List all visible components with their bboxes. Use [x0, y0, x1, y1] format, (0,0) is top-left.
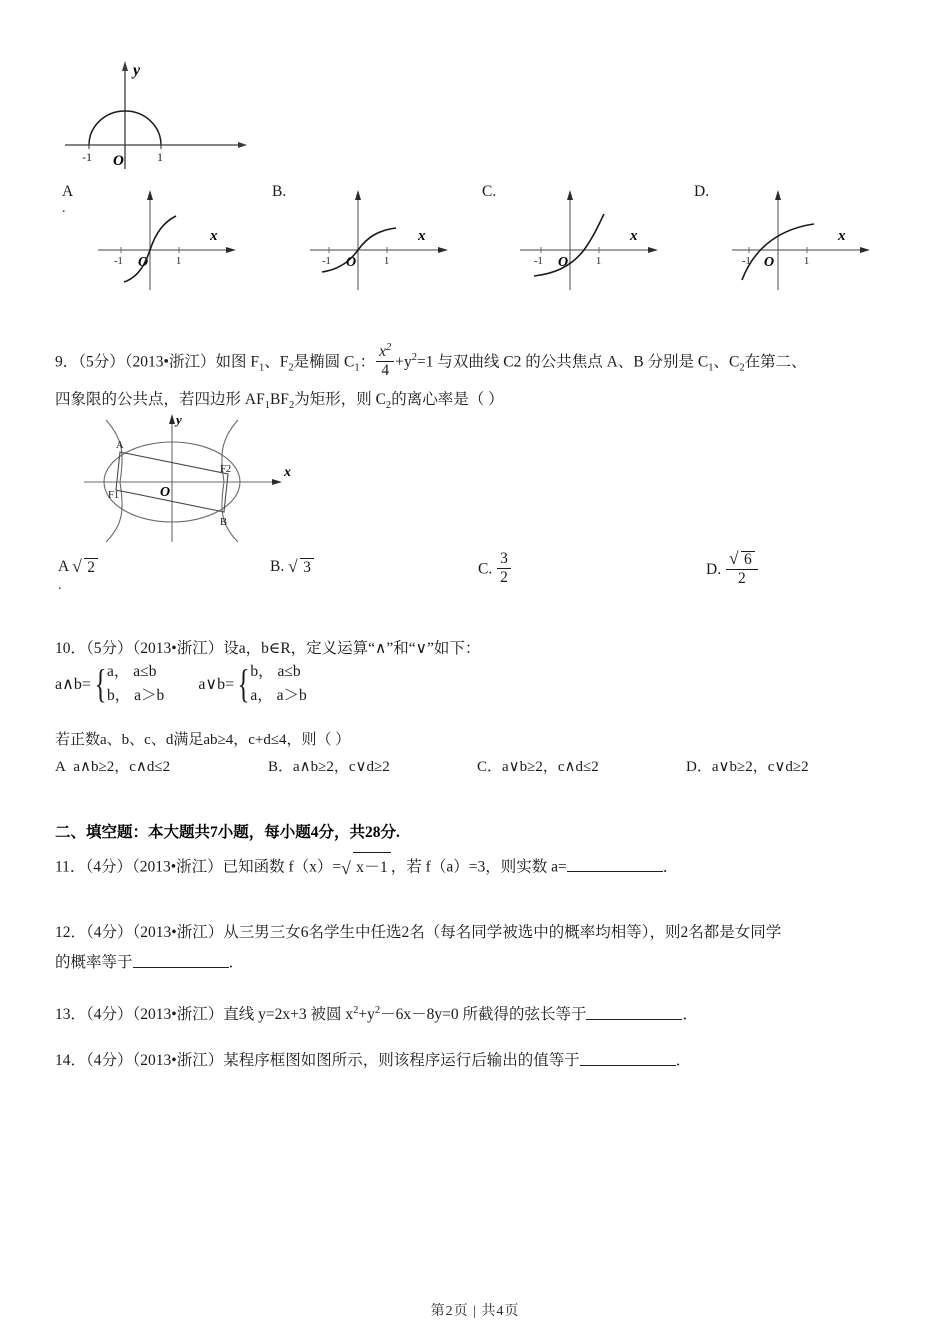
option-letter: A [62, 183, 74, 200]
question-10-line-1: 10．（5分）（2013•浙江）设a，b∈R，定义运算“∧”和“∨”如下： [55, 640, 481, 657]
svg-text:-1: -1 [742, 256, 751, 267]
q9-ellipse-hyperbola-figure [80, 412, 310, 547]
svg-text:x: x [630, 228, 638, 244]
q14-source: （2013•浙江） [132, 1052, 224, 1069]
q9-fraction-x2-over-4: $\frac{x^2}{4}$ [376, 344, 394, 380]
definition-and-operator: a∧b= { a， a≤b b， a＞b [55, 660, 165, 706]
question-12-line-1: 12．（4分）（2013•浙江）从三男三女6名学生中任选2名（每名同学被选中的概率均相等），则2名都是女同学 [55, 924, 782, 941]
svg-text:x: x [418, 228, 426, 244]
left-brace: { [237, 660, 250, 706]
svg-text:y: y [176, 412, 182, 427]
section-2-heading: 二、填空题：本大题共7小题，每小题4分，共28分. [55, 824, 400, 841]
answer-blank-11[interactable] [567, 857, 663, 873]
q13-number: 13． [55, 1006, 87, 1023]
svg-text:B: B [220, 517, 228, 528]
option-letter: B. [270, 558, 285, 576]
q8-stem-figure [55, 45, 255, 175]
sqrt-3: √ 3 [288, 558, 314, 577]
q8-option-d-label[interactable] [694, 183, 709, 201]
q10-option-c[interactable]: C．a∨b≥2，c∧d≤2 [477, 759, 599, 775]
q10-option-b[interactable]: B．a∧b≥2，c∨d≥2 [268, 759, 390, 775]
option-letter: A [58, 558, 69, 576]
q9-score: （5分） [78, 353, 125, 371]
answer-blank-13[interactable] [586, 1004, 682, 1020]
svg-text:1: 1 [596, 256, 602, 267]
sqrt-x-minus-1: √ x－1 [341, 852, 391, 884]
q9-option-d[interactable] [706, 552, 759, 589]
left-brace: { [94, 660, 107, 706]
svg-text:-1: -1 [534, 256, 543, 267]
option-letter: D. [706, 560, 722, 578]
question-11: 11．（4分）（2013•浙江）已知函数 f（x）= √ x－1 ，若 f（a）=3，则实数 a= ． [55, 852, 678, 884]
q10-source: （2013•浙江） [132, 640, 224, 657]
option-letter: C． [477, 759, 503, 775]
q8-option-c-figure[interactable] [510, 178, 670, 296]
q10-number: 10． [55, 640, 87, 657]
q11-source: （2013•浙江） [131, 858, 223, 876]
sqrt-6: √ 6 [729, 551, 755, 568]
svg-text:O: O [558, 255, 569, 270]
q14-number: 14． [55, 1052, 87, 1069]
q9-option-a[interactable] [58, 558, 98, 577]
q8-option-a-dot: . [62, 201, 66, 216]
fraction-3-over-2: $\frac{3}{2}$ [497, 551, 511, 587]
q9-option-c[interactable] [478, 552, 512, 588]
svg-text:O: O [113, 153, 124, 169]
q9-number: 9． [55, 353, 79, 371]
svg-text:F2: F2 [220, 464, 232, 475]
svg-text:-1: -1 [114, 256, 123, 267]
svg-text:-1: -1 [82, 150, 92, 164]
q9-source: （2013•浙江） [124, 353, 216, 371]
q12-number: 12． [55, 924, 87, 941]
fraction-sqrt6-over-2: √ $\frac{6}{2}$ [726, 551, 758, 588]
option-letter: A [55, 759, 66, 775]
q10-operator-definitions [55, 660, 307, 708]
svg-text:1: 1 [384, 256, 390, 267]
question-12-line-2: 的概率等于 ． [55, 954, 245, 971]
svg-text:y: y [133, 62, 141, 79]
q9-option-a-dot: . [58, 578, 62, 593]
q8-option-c-label[interactable] [482, 183, 496, 201]
question-14: 14．（4分）（2013•浙江）某程序框图如图所示，则该程序运行后输出的值等于 ． [55, 1052, 692, 1069]
option-letter: B． [268, 759, 294, 775]
definition-or-operator: a∨b= { b， a≤b a， a＞b [198, 660, 307, 706]
svg-text:-1: -1 [322, 256, 331, 267]
answer-blank-14[interactable] [580, 1050, 676, 1066]
svg-text:1: 1 [804, 256, 810, 267]
svg-text:O: O [138, 255, 149, 270]
q8-option-a-label[interactable] [62, 183, 73, 201]
q8-option-b-label[interactable] [272, 183, 286, 201]
svg-text:O: O [160, 485, 171, 500]
q13-score: （4分） [86, 1006, 133, 1023]
option-letter: C. [482, 183, 497, 200]
q8-option-a-figure[interactable] [88, 178, 248, 296]
option-letter: C. [478, 560, 493, 578]
q10-option-a[interactable]: A a∧b≥2，c∧d≤2 [55, 759, 171, 775]
question-9-line-1: 9．（5分）（2013•浙江）如图 $F_1$、$F_2$是椭圆 $C_1$： $\frac{x^2}{4}$ $+y^2=1$ 与双曲线 C2 的公共焦点 A、B 分别是 $C_1$、$C_2$在第二、 [55, 341, 807, 380]
question-13: 13．（4分）（2013•浙江）直线 y=2x+3 被圆 $x^2+y^2-6x-8y=0$ 所截得的弦长等于 ． [55, 1004, 698, 1023]
q11-number: 11． [55, 858, 86, 876]
q11-score: （4分） [85, 858, 132, 876]
q12-source: （2013•浙江） [132, 924, 224, 941]
sqrt-2: √ 2 [72, 558, 98, 577]
option-letter: B. [272, 183, 287, 200]
svg-text:x: x [284, 465, 291, 480]
svg-text:x: x [838, 228, 846, 244]
question-9-line-2: 四象限的公共点，若四边形 $AF_1BF_2$为矩形，则 $C_2$的离心率是（ ） [55, 391, 504, 412]
page-footer [0, 1300, 950, 1320]
q9-option-b[interactable] [270, 558, 314, 577]
svg-text:O: O [346, 255, 357, 270]
q8-option-d-figure[interactable] [722, 178, 882, 296]
svg-text:F1: F1 [108, 490, 120, 501]
q10-score: （5分） [86, 640, 133, 657]
q10-condition: 若正数a、b、c、d满足ab≥4，c+d≤4，则（ ） [55, 732, 351, 748]
svg-text:A: A [116, 440, 124, 451]
page-number: 第2页 | 共4页 [430, 1304, 520, 1319]
option-letter: D． [686, 759, 712, 775]
option-letter: D. [694, 183, 710, 200]
svg-text:x: x [210, 228, 218, 244]
answer-blank-12[interactable] [133, 952, 229, 968]
q13-source: （2013•浙江） [132, 1006, 224, 1023]
q8-option-b-figure[interactable] [300, 178, 460, 296]
svg-text:1: 1 [157, 150, 163, 164]
svg-text:1: 1 [176, 256, 182, 267]
svg-text:O: O [764, 255, 775, 270]
q10-option-d[interactable]: D．a∨b≥2，c∨d≥2 [686, 759, 809, 775]
q12-score: （4分） [86, 924, 133, 941]
q14-score: （4分） [86, 1052, 133, 1069]
